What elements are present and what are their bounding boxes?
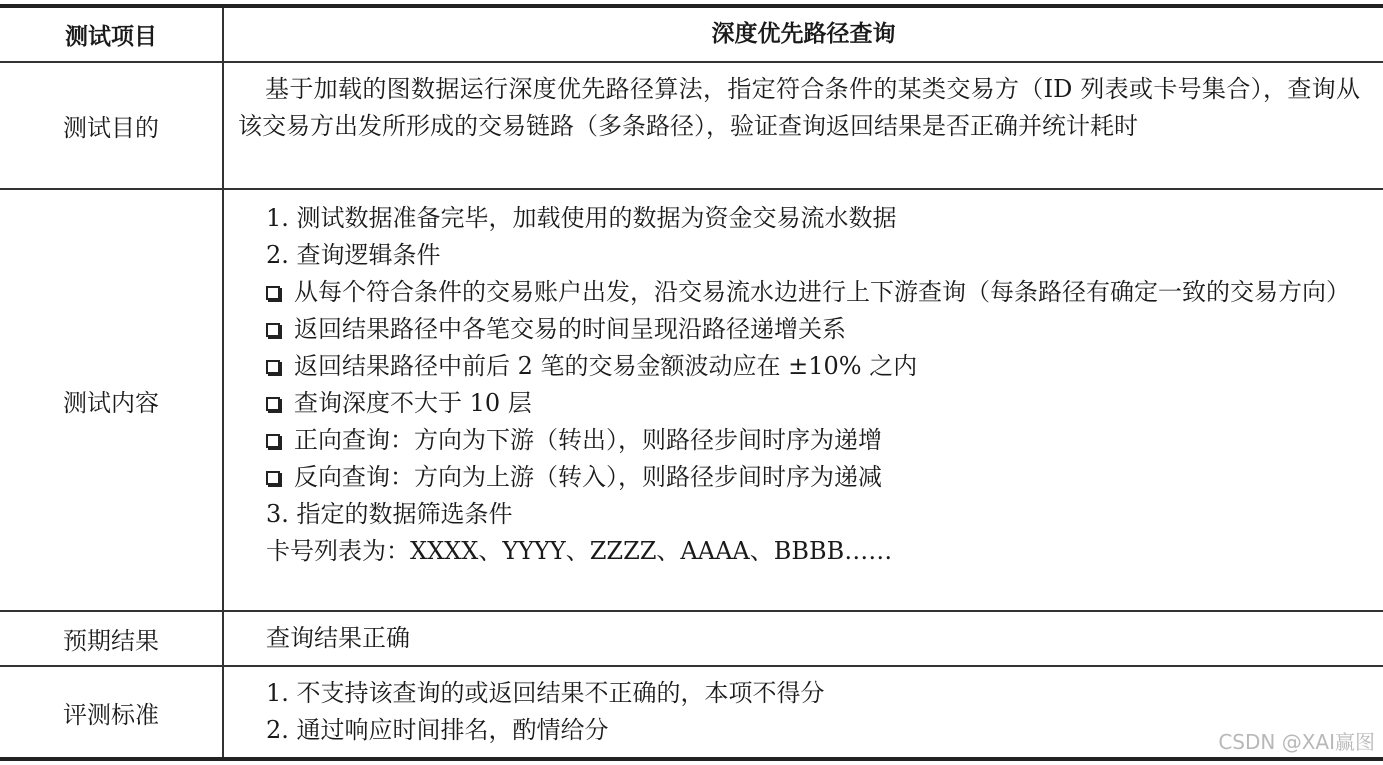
checkbox-square-icon (266, 286, 280, 300)
criteria-line-1: 1. 不支持该查询的或返回结果不正确的，本项不得分 (266, 679, 825, 707)
table-bottom-rule (0, 757, 1383, 761)
content-line-1: 1. 测试数据准备完毕，加载使用的数据为资金交易流水数据 (266, 204, 897, 232)
content-bullet: 从每个符合条件的交易账户出发，沿交易流水边进行上下游查询（每条路径有确定一致的交易方向） (238, 274, 1360, 311)
checkbox-square-icon (266, 397, 280, 411)
table-row-criteria (0, 667, 1383, 757)
checkbox-square-icon (266, 323, 280, 337)
content-bullet: 返回结果路径中各笔交易的时间呈现沿路径递增关系 (238, 311, 1360, 348)
row-label-content: 测试内容 (63, 388, 159, 417)
checkbox-square-icon (266, 471, 280, 485)
checkbox-square-icon (266, 434, 280, 448)
expected-text: 查询结果正确 (266, 624, 410, 652)
row-label-purpose: 测试目的 (63, 114, 159, 142)
content-bullet: 返回结果路径中前后 2 笔的交易金额波动应在 ±10% 之内 (238, 348, 1360, 385)
column-divider (222, 8, 224, 757)
header-test-title: 深度优先路径查询 (711, 21, 896, 47)
purpose-text: 基于加载的图数据运行深度优先路径算法，指定符合条件的某类交易方（ID 列表或卡号集合），查询从该交易方出发所形成的交易链路（多条路径），验证查询返回结果是否正确并统计耗时 (238, 75, 1360, 140)
content-bullet: 查询深度不大于 10 层 (238, 385, 1360, 422)
card-list-line: 卡号列表为：XXXX、YYYY、ZZZZ、AAAA、BBBB…… (266, 537, 893, 565)
table-row-expected (0, 612, 1383, 667)
content-bullet: 反向查询：方向为上游（转入），则路径步间时序为递减 (238, 459, 1360, 496)
content-line-3: 3. 指定的数据筛选条件 (266, 500, 513, 528)
table-header-row (0, 8, 1383, 63)
header-test-item: 测试项目 (65, 24, 157, 50)
criteria-line-2: 2. 通过响应时间排名，酌情给分 (266, 716, 609, 744)
content-line-2: 2. 查询逻辑条件 (266, 241, 441, 269)
content-bullet: 正向查询：方向为下游（转出），则路径步间时序为递增 (238, 422, 1360, 459)
watermark: CSDN @XAI赢图 (1218, 730, 1375, 754)
table-row-purpose (0, 63, 1383, 190)
row-label-criteria: 评测标准 (63, 700, 159, 729)
checkbox-square-icon (266, 360, 280, 374)
table-row-content (0, 190, 1383, 612)
row-label-expected: 预期结果 (63, 627, 159, 655)
